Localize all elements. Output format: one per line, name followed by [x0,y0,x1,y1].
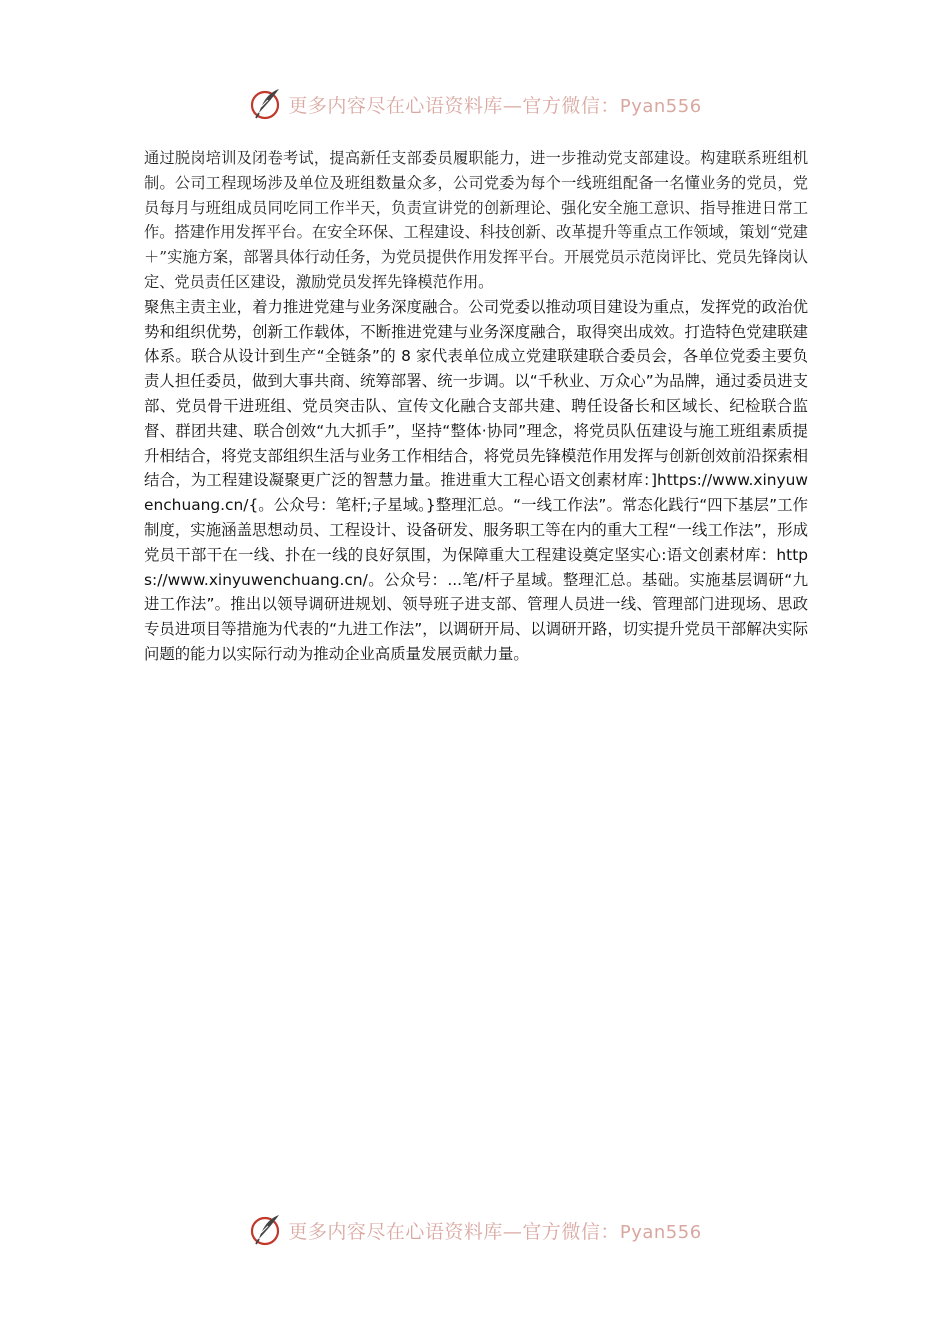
paragraph-1: 通过脱岗培训及闭卷考试，提高新任支部委员履职能力，进一步推动党支部建设。构建联系班组机制。公司工程现场涉及单位及班组数量众多，公司党委为每个一线班组配备一名懂业务的党员，党员每月与班组成员同吃同工作半天，负责宣讲党的创新理论、强化安全施工意识、指导推进日常工作。搭建作用发挥平台。在安全环保、工程建设、科技创新、改革提升等重点工作领域，策划“党建＋”实施方案，部署具体行动任务，为党员提供作用发挥平台。开展党员示范岗评比、党员先锋岗认定、党员责任区建设，激励党员发挥先锋模范作用。 [144,149,808,291]
document-body [144,146,808,667]
banner-text-cn: 更多内容尽在心语资料库—官方微信： [288,94,620,117]
banner-text [288,91,701,118]
banner-text-wechat-id: Pyan556 [619,95,702,117]
quill-pen-logo-icon [248,1212,284,1248]
banner-text [288,1217,701,1244]
banner-text-cn: 更多内容尽在心语资料库—官方微信： [288,1220,620,1243]
paragraph-2: 聚焦主责主业，着力推进党建与业务深度融合。公司党委以推动项目建设为重点，发挥党的政治优势和组织优势，创新工作载体，不断推进党建与业务深度融合，取得突出成效。打造特色党建联建体系。联合从设计到生产“全链条”的 8 家代表单位成立党建联建联合委员会，各单位党委主要负责人担任委员，做到大事共商、统筹部署、统一步调。以“千秋业、万众心”为品牌，通过委员进支部、党员骨干进班组、党员突击队、宣传文化融合支部共建、聘任设备长和区域长、纪检联合监督、群团共建、联合创效“九大抓手”，坚持“整体·协同”理念，将党员队伍建设与施工班组素质提升相结合，将党支部组织生活与业务工作相结合，将党员先锋模范作用发挥与创新创效前沿探索相结合，为工程建设凝聚更广泛的智慧力量。推进重大工程心语文创素材库：]https://www.xinyuwenchuang.cn/{。公众号：笔杆;子星域。}整理汇总。“一线工作法”。常态化践行“四下基层”工作制度，实施涵盖思想动员、工程设计、设备研发、服务职工等在内的重大工程“一线工作法”，形成党员干部干在一线、扑在一线的良好氛围，为保障重大工程建设奠定坚实心:语文创素材库：https://www.xinyuwenchuang.cn/。公众号：...笔/杆子星域。整理汇总。基础。实施基层调研“九进工作法”。推出以领导调研进规划、领导班子进支部、管理人员进一线、管理部门进现场、思政专员进项目等措施为代表的“九进工作法”，以调研开局、以调研开路，切实提升党员干部解决实际问题的能力以实际行动为推动企业高质量发展贡献力量。 [144,297,808,663]
quill-pen-logo-icon [248,86,284,122]
banner-text-wechat-id: Pyan556 [619,1221,702,1243]
footer-banner [0,1208,950,1252]
header-banner [0,82,950,126]
